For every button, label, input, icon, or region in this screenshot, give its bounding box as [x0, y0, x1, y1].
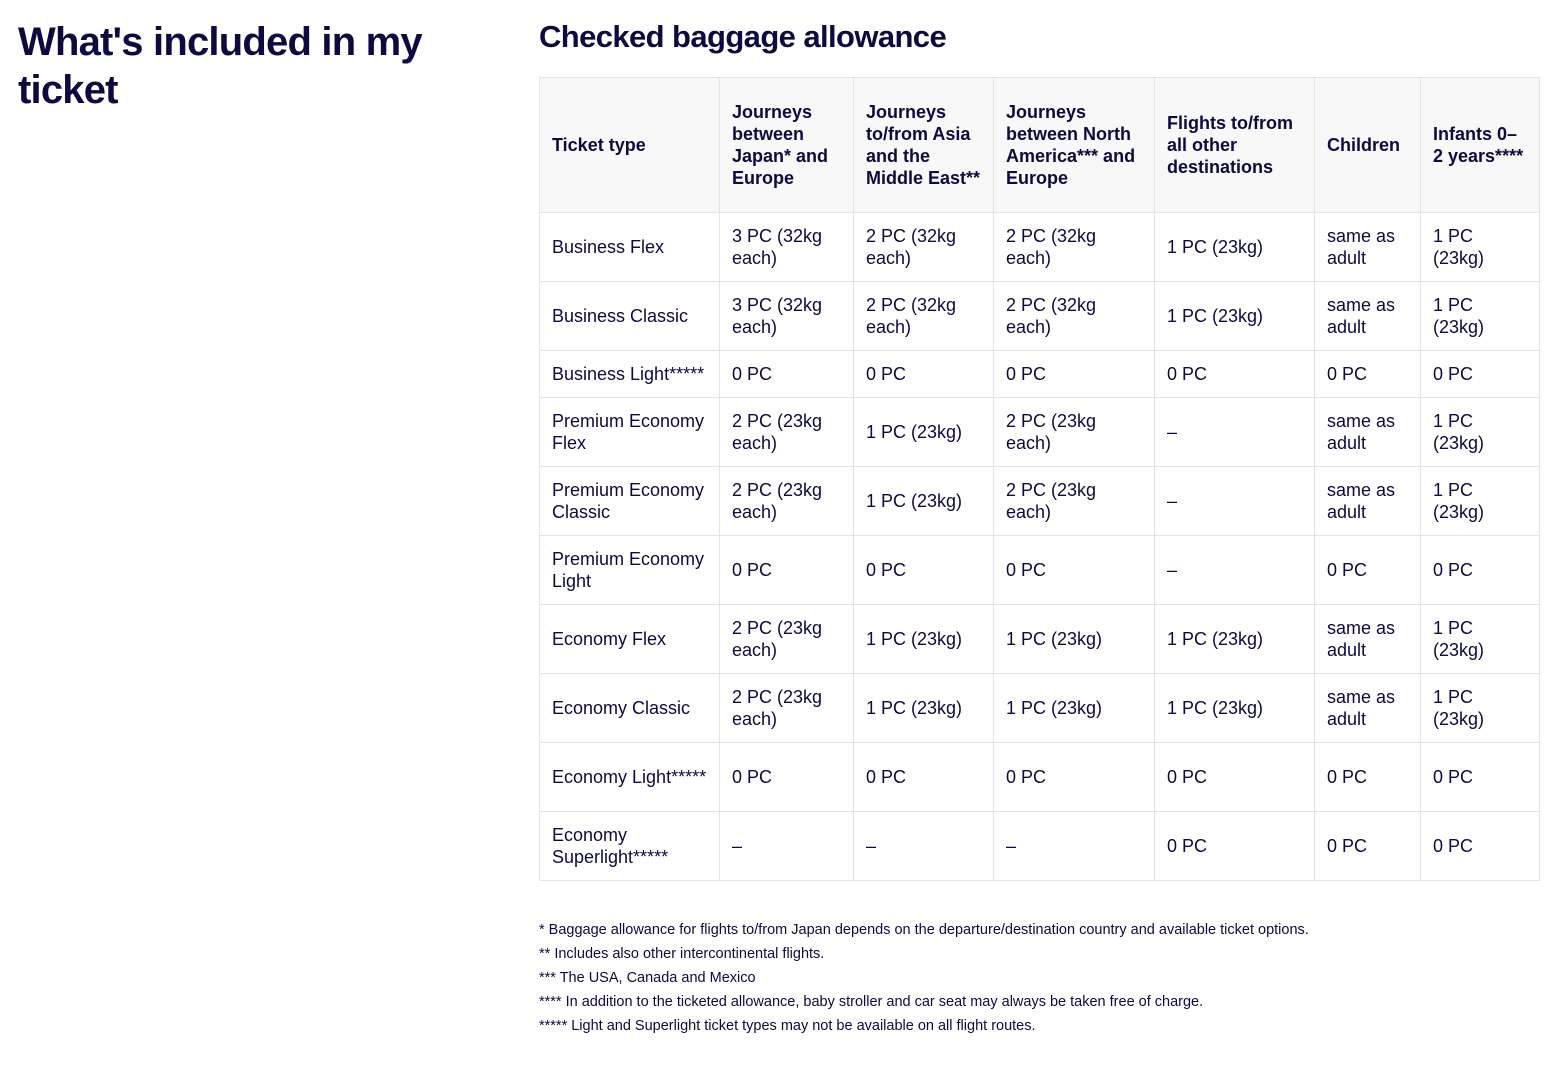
baggage-allowance-table — [539, 77, 1540, 881]
table-row — [540, 536, 1540, 605]
cell-other-destinations: 1 PC (23kg) — [1155, 213, 1315, 282]
cell-japan-europe: 2 PC (23kg each) — [720, 605, 854, 674]
cell-asia-middle-east: 2 PC (32kg each) — [854, 213, 994, 282]
table-row — [540, 605, 1540, 674]
baggage-section — [539, 16, 1539, 1038]
cell-ticket-type: Premium Economy Classic — [540, 467, 720, 536]
cell-ticket-type: Premium Economy Light — [540, 536, 720, 605]
cell-children: same as adult — [1315, 467, 1421, 536]
footnote: ***** Light and Superlight ticket types may not be available on all flight routes. — [539, 1018, 1036, 1034]
cell-infants: 1 PC (23kg) — [1421, 605, 1540, 674]
cell-infants: 0 PC — [1421, 743, 1540, 812]
cell-north-america-europe: 1 PC (23kg) — [994, 674, 1155, 743]
cell-japan-europe: 0 PC — [720, 351, 854, 398]
cell-children: same as adult — [1315, 674, 1421, 743]
table-row — [540, 213, 1540, 282]
cell-japan-europe: 3 PC (32kg each) — [720, 282, 854, 351]
cell-ticket-type: Economy Light***** — [540, 743, 720, 812]
cell-ticket-type: Business Classic — [540, 282, 720, 351]
cell-japan-europe: – — [720, 812, 854, 881]
table-row — [540, 398, 1540, 467]
cell-children: same as adult — [1315, 282, 1421, 351]
cell-north-america-europe: 0 PC — [994, 351, 1155, 398]
header-asia-middle-east: Journeys to/from Asia and the Middle East** — [854, 78, 994, 213]
cell-infants: 0 PC — [1421, 351, 1540, 398]
cell-infants: 0 PC — [1421, 536, 1540, 605]
footnote: ** Includes also other intercontinental flights. — [539, 946, 825, 962]
table-row — [540, 282, 1540, 351]
cell-north-america-europe: 2 PC (32kg each) — [994, 213, 1155, 282]
table-row — [540, 812, 1540, 881]
page-title: What's included in my ticket — [18, 20, 422, 112]
cell-children: 0 PC — [1315, 812, 1421, 881]
cell-north-america-europe: – — [994, 812, 1155, 881]
cell-asia-middle-east: 0 PC — [854, 351, 994, 398]
table-header-row — [540, 78, 1540, 213]
cell-ticket-type: Economy Superlight***** — [540, 812, 720, 881]
cell-other-destinations: 1 PC (23kg) — [1155, 674, 1315, 743]
header-japan-europe: Journeys between Japan* and Europe — [720, 78, 854, 213]
table-row — [540, 467, 1540, 536]
header-ticket-type: Ticket type — [540, 78, 720, 213]
cell-japan-europe: 0 PC — [720, 743, 854, 812]
cell-infants: 1 PC (23kg) — [1421, 467, 1540, 536]
cell-other-destinations: – — [1155, 398, 1315, 467]
cell-north-america-europe: 1 PC (23kg) — [994, 605, 1155, 674]
cell-ticket-type: Premium Economy Flex — [540, 398, 720, 467]
cell-japan-europe: 3 PC (32kg each) — [720, 213, 854, 282]
cell-ticket-type: Economy Flex — [540, 605, 720, 674]
cell-ticket-type: Business Light***** — [540, 351, 720, 398]
header-infants: Infants 0–2 years**** — [1421, 78, 1540, 213]
cell-infants: 1 PC (23kg) — [1421, 213, 1540, 282]
cell-japan-europe: 2 PC (23kg each) — [720, 398, 854, 467]
cell-infants: 1 PC (23kg) — [1421, 674, 1540, 743]
table-row — [540, 351, 1540, 398]
cell-asia-middle-east: 1 PC (23kg) — [854, 467, 994, 536]
cell-ticket-type: Economy Classic — [540, 674, 720, 743]
footnote: **** In addition to the ticketed allowance, baby stroller and car seat may always be taken free of charge. — [539, 994, 1204, 1010]
header-other-destinations: Flights to/from all other destinations — [1155, 78, 1315, 213]
cell-north-america-europe: 2 PC (23kg each) — [994, 467, 1155, 536]
cell-japan-europe: 0 PC — [720, 536, 854, 605]
cell-other-destinations: 0 PC — [1155, 351, 1315, 398]
cell-children: 0 PC — [1315, 536, 1421, 605]
cell-asia-middle-east: 0 PC — [854, 536, 994, 605]
cell-children: same as adult — [1315, 605, 1421, 674]
table-row — [540, 674, 1540, 743]
cell-other-destinations: 0 PC — [1155, 743, 1315, 812]
cell-other-destinations: 0 PC — [1155, 812, 1315, 881]
cell-north-america-europe: 2 PC (23kg each) — [994, 398, 1155, 467]
table-row — [540, 743, 1540, 812]
cell-japan-europe: 2 PC (23kg each) — [720, 674, 854, 743]
cell-other-destinations: 1 PC (23kg) — [1155, 605, 1315, 674]
cell-infants: 1 PC (23kg) — [1421, 398, 1540, 467]
cell-ticket-type: Business Flex — [540, 213, 720, 282]
footnote: *** The USA, Canada and Mexico — [539, 970, 756, 986]
cell-north-america-europe: 2 PC (32kg each) — [994, 282, 1155, 351]
cell-asia-middle-east: – — [854, 812, 994, 881]
cell-children: 0 PC — [1315, 351, 1421, 398]
cell-asia-middle-east: 1 PC (23kg) — [854, 398, 994, 467]
cell-other-destinations: – — [1155, 467, 1315, 536]
cell-north-america-europe: 0 PC — [994, 536, 1155, 605]
cell-asia-middle-east: 2 PC (32kg each) — [854, 282, 994, 351]
footnotes — [539, 918, 1539, 1038]
cell-children: 0 PC — [1315, 743, 1421, 812]
cell-infants: 0 PC — [1421, 812, 1540, 881]
header-north-america-europe: Journeys between North America*** and Europe — [994, 78, 1155, 213]
cell-asia-middle-east: 1 PC (23kg) — [854, 605, 994, 674]
header-children: Children — [1315, 78, 1421, 213]
cell-children: same as adult — [1315, 398, 1421, 467]
cell-asia-middle-east: 1 PC (23kg) — [854, 674, 994, 743]
cell-asia-middle-east: 0 PC — [854, 743, 994, 812]
cell-infants: 1 PC (23kg) — [1421, 282, 1540, 351]
footnote: * Baggage allowance for flights to/from Japan depends on the departure/destination country and available ticket options. — [539, 922, 1309, 938]
cell-other-destinations: – — [1155, 536, 1315, 605]
cell-japan-europe: 2 PC (23kg each) — [720, 467, 854, 536]
cell-north-america-europe: 0 PC — [994, 743, 1155, 812]
cell-children: same as adult — [1315, 213, 1421, 282]
cell-other-destinations: 1 PC (23kg) — [1155, 282, 1315, 351]
section-title: Checked baggage allowance — [539, 19, 947, 54]
